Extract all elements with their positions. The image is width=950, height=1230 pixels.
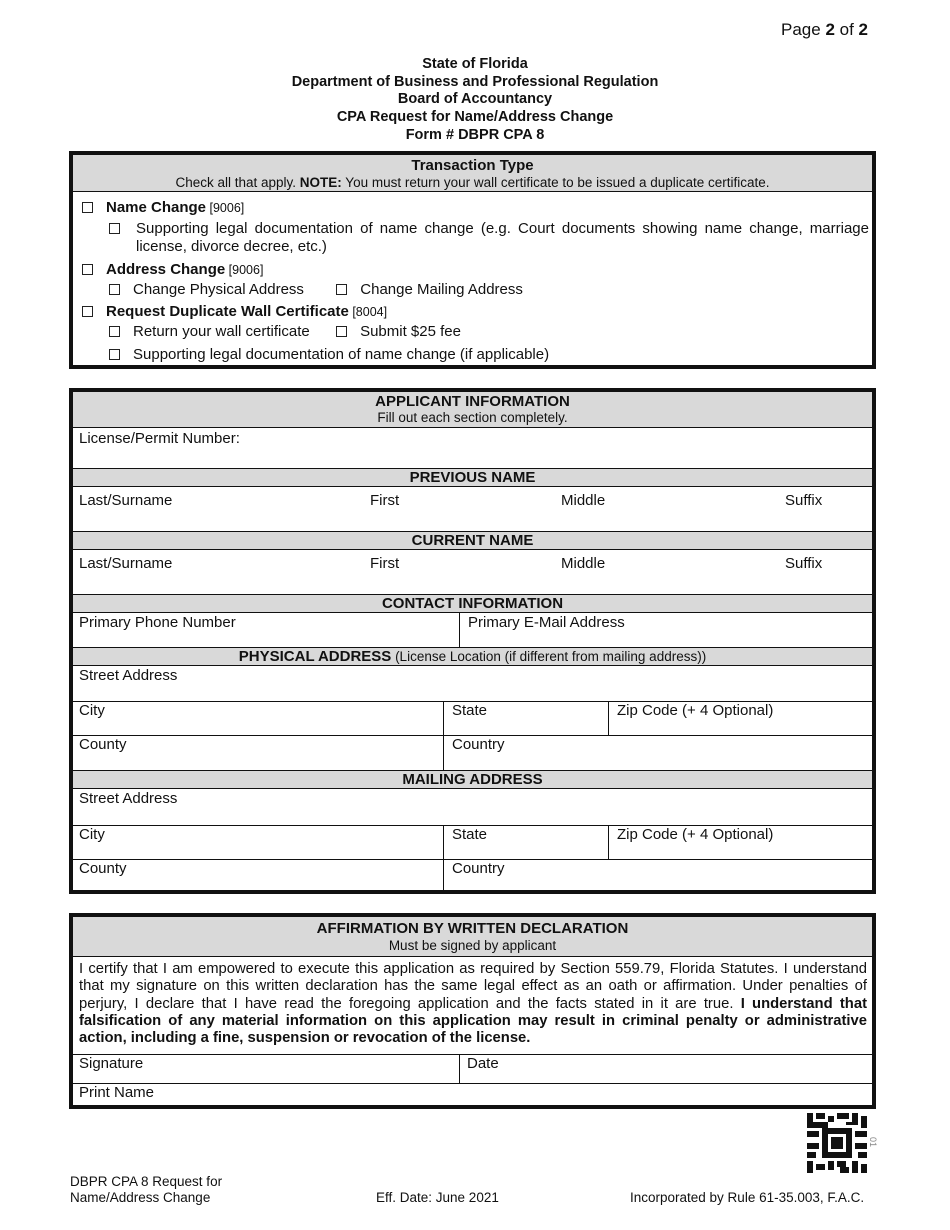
transaction-type-title: Transaction Type — [411, 157, 534, 174]
affirmation-divider-v — [459, 1054, 460, 1083]
physical-zip-field[interactable]: Zip Code (+ 4 Optional) — [617, 702, 774, 719]
mailing-county-field[interactable]: County — [79, 860, 127, 877]
applicant-information-section — [69, 388, 876, 894]
contact-divider — [459, 613, 460, 647]
physical-address-header: PHYSICAL ADDRESS (License Location (if different from mailing address)) — [73, 647, 872, 666]
duplicate-cert-row: Request Duplicate Wall Certificate [8004] — [82, 303, 387, 320]
physical-divider-v1 — [443, 701, 444, 771]
address-change-row: Address Change [9006] — [82, 261, 263, 278]
page-number: Page 2 of 2 — [781, 20, 868, 39]
submit-fee-checkbox[interactable] — [336, 326, 347, 337]
name-doc-row: Supporting legal documentation of name change (e.g. Court documents showing name change, marriage license, divorce decree, etc.) — [109, 220, 869, 256]
physical-address-checkbox[interactable] — [109, 284, 120, 295]
previous-suffix-field[interactable]: Suffix — [785, 492, 823, 509]
physical-street-field[interactable]: Street Address — [79, 667, 178, 684]
affirmation-subtitle: Must be signed by applicant — [388, 938, 557, 953]
footer-effective-date: Eff. Date: June 2021 — [376, 1190, 499, 1205]
mailing-divider-v2 — [608, 825, 609, 860]
mailing-country-field[interactable]: Country — [452, 860, 505, 877]
current-middle-name-field[interactable]: Middle — [561, 555, 606, 572]
date-field[interactable]: Date — [467, 1055, 499, 1072]
mailing-address-header: MAILING ADDRESS — [73, 770, 872, 789]
duplicate-cert-checkbox[interactable] — [82, 306, 93, 317]
affirmation-header — [73, 917, 872, 957]
current-name-header: CURRENT NAME — [73, 531, 872, 550]
contact-information-header: CONTACT INFORMATION — [73, 594, 872, 613]
form-header — [0, 56, 950, 145]
name-change-checkbox[interactable] — [82, 202, 93, 213]
primary-email-field[interactable]: Primary E-Mail Address — [468, 614, 625, 631]
applicant-header — [73, 392, 872, 428]
previous-first-name-field[interactable]: First — [370, 492, 400, 509]
mailing-street-field[interactable]: Street Address — [79, 790, 178, 807]
physical-county-field[interactable]: County — [79, 736, 127, 753]
current-last-name-field[interactable]: Last/Surname — [79, 555, 173, 572]
mailing-city-field[interactable]: City — [79, 826, 105, 843]
physical-city-field[interactable]: City — [79, 702, 105, 719]
current-first-name-field[interactable]: First — [370, 555, 400, 572]
dup-doc-checkbox[interactable] — [109, 349, 120, 360]
duplicate-options-row: Return your wall certificate Submit $25 fee — [109, 323, 461, 340]
address-change-checkbox[interactable] — [82, 264, 93, 275]
license-number-field[interactable]: License/Permit Number: — [79, 430, 240, 447]
transaction-type-header — [73, 155, 872, 192]
transaction-type-section — [69, 151, 876, 369]
previous-last-name-field[interactable]: Last/Surname — [79, 492, 173, 509]
header-form-title: CPA Request for Name/Address Change — [336, 109, 614, 126]
affirmation-divider-2 — [73, 1083, 872, 1084]
affirmation-statement: I certify that I am empowered to execute this application as required by Section 559.79, Florida Statutes. I understand that my signature on this written declaration has the same legal effect as an oath or affirmation. Under penalties of perjury, I declare that I have read the foregoing application and the facts stated in it are true. I understand that falsification of any material information on this application may result in criminal penalty or administrative action, including a fine, suspension or revocation of the license. — [79, 961, 867, 1047]
name-change-row: Name Change [9006] — [82, 199, 244, 216]
applicant-title: APPLICANT INFORMATION — [375, 393, 570, 410]
previous-middle-name-field[interactable]: Middle — [561, 492, 606, 509]
address-options-row: Change Physical Address Change Mailing Address — [109, 281, 523, 298]
primary-phone-field[interactable]: Primary Phone Number — [79, 614, 236, 631]
name-doc-checkbox[interactable] — [109, 223, 120, 234]
transaction-type-subtitle: Check all that apply. NOTE: You must return your wall certificate to be issued a duplicate certificate. — [175, 175, 770, 190]
header-form-number: Form # DBPR CPA 8 — [405, 126, 545, 143]
qr-code-icon — [807, 1113, 867, 1173]
footer-rule-reference: Incorporated by Rule 61-35.003, F.A.C. — [630, 1190, 865, 1205]
print-name-field[interactable]: Print Name — [79, 1084, 155, 1101]
applicant-subtitle: Fill out each section completely. — [377, 410, 568, 425]
dup-doc-row: Supporting legal documentation of name change (if applicable) — [109, 346, 549, 363]
qr-side-number: 01 — [868, 1137, 878, 1148]
header-state: State of Florida — [422, 56, 528, 72]
physical-country-field[interactable]: Country — [452, 736, 505, 753]
return-cert-checkbox[interactable] — [109, 326, 120, 337]
mailing-zip-field[interactable]: Zip Code (+ 4 Optional) — [617, 826, 774, 843]
physical-divider-v2 — [608, 701, 609, 736]
previous-name-header: PREVIOUS NAME — [73, 468, 872, 487]
header-department: Department of Business and Professional Regulation — [291, 73, 659, 90]
affirmation-section — [69, 913, 876, 1109]
mailing-address-checkbox[interactable] — [336, 284, 347, 295]
footer-form-name: DBPR CPA 8 Request for Name/Address Change — [70, 1174, 223, 1205]
signature-field[interactable]: Signature — [79, 1055, 144, 1072]
physical-state-field[interactable]: State — [452, 702, 488, 719]
mailing-state-field[interactable]: State — [452, 826, 488, 843]
header-board: Board of Accountancy — [397, 91, 553, 108]
current-suffix-field[interactable]: Suffix — [785, 555, 823, 572]
mailing-divider-v1 — [443, 825, 444, 890]
affirmation-title: AFFIRMATION BY WRITTEN DECLARATION — [316, 920, 629, 937]
